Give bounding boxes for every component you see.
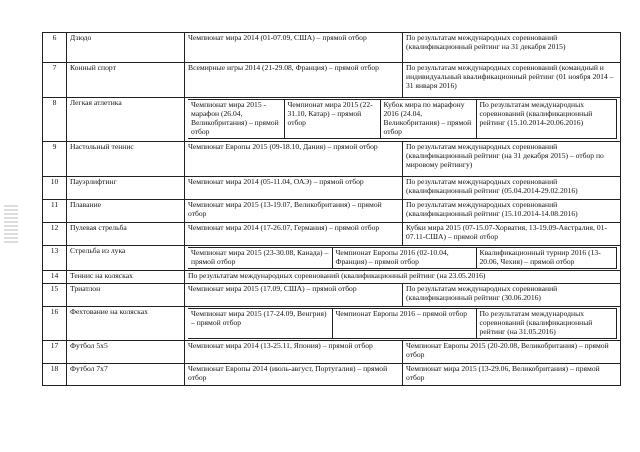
selection-cell: По результатам международных соревнований (квалификационный рейтинг на 31 декабря 2015) [403,33,621,63]
selection-cell: Чемпионат Европы 2016 (02-10.04, Франция) – прямой отбор [332,248,476,269]
selection-cell: Чемпионат Европы 2015 (20-20.08, Великобритания) – прямой отбор [403,340,621,363]
row-number: 8 [43,98,67,142]
table-row [43,306,621,340]
row-number: 12 [43,223,67,246]
table-row [43,223,621,246]
selection-cell: Кубки мира 2015 (07-15.07-Хорватия, 13-19.09-Австралия, 01-07.11-США) – прямой отбор [403,223,621,246]
sport-name: Триатлон [67,283,185,306]
sport-name: Стрельба из лука [67,246,185,271]
selection-cell: Чемпионат мира 2014 (05-11.04, ОАЭ) – прямой отбор [185,177,403,200]
sport-name: Пауэрлифтинг [67,177,185,200]
row-number: 10 [43,177,67,200]
row-number: 15 [43,283,67,306]
selection-cell: Чемпионат мира 2015 (23-30.08, Канада) – прямой отбор [188,248,332,269]
row-number: 18 [43,363,67,385]
row-number: 9 [43,142,67,177]
row-number: 14 [43,270,67,283]
sport-name: Легкая атлетика [67,98,185,142]
table-row [43,33,621,63]
row-number: 6 [43,33,67,63]
sport-name: Теннис на колясках [67,270,185,283]
split-cell [185,98,621,142]
row-number: 16 [43,306,67,340]
selection-cell: По результатам международных соревнований (квалификационный рейтинг (05.04.2014-29.02.2016) [403,177,621,200]
split-cell [185,246,621,271]
sport-name: Настольный теннис [67,142,185,177]
table-row [43,283,621,306]
sport-name: Дзюдо [67,33,185,63]
selection-cell: Чемпионат мира 2015 - марафон (26.04, Великобритания) – прямой отбор [188,100,284,139]
selection-cell: По результатам международных соревнований (квалификационный рейтинг (на 31.05.2016) [476,308,617,338]
sport-name: Конный спорт [67,63,185,98]
selection-cell: Кубок мира по марафону 2016 (24.04, Великобритания) – прямой отбор [380,100,476,139]
row-number: 7 [43,63,67,98]
split-subtable [188,99,617,139]
selection-cell: Чемпионат Европы 2015 (09-18.10, Дания) – прямой отбор [185,142,403,177]
selection-cell: По результатам международных соревнований (квалификационный рейтинг (15.10.2014-20.06.2016) [476,100,617,139]
selection-cell: По результатам международных соревнований (квалификационный рейтинг (на 31 декабря 2015) – отбор по мировому рейтингу) [403,142,621,177]
row-number: 13 [43,246,67,271]
selection-cell: По результатам международных соревнований (квалификационный рейтинг (15.10.2014-14.08.2016) [403,200,621,223]
sport-name: Плавание [67,200,185,223]
selection-cell: Чемпионат мира 2014 (17-26.07, Германия) – прямой отбор [185,223,403,246]
sport-name: Пулевая стрельба [67,223,185,246]
sport-name: Футбол 7x7 [67,363,185,385]
split-subtable [188,247,617,269]
table-row [43,200,621,223]
selection-cell: Чемпионат мира 2015 (22-31.10, Катар) – прямой отбор [284,100,380,139]
table-row [43,142,621,177]
table-row [43,340,621,363]
selection-cell: Чемпионат мира 2015 (17.09, США) – прямой отбор [185,283,403,306]
table-row [43,98,621,142]
table-row [43,246,621,271]
table-row [43,63,621,98]
selection-cell: Чемпионат мира 2015 (13-19.07, Великобритания) – прямой отбор [185,200,403,223]
table-row [43,177,621,200]
scan-artifact [4,205,18,245]
selection-cell: Чемпионат мира 2015 (17-24.09, Венгрия) – прямой отбор [188,308,332,338]
selection-cell: Чемпионат Европы 2016 – прямой отбор [332,308,476,338]
selection-cell: По результатам международных соревнований (квалификационный рейтинг (30.06.2016) [403,283,621,306]
selection-cell: Чемпионат мира 2015 (13-29.06, Великобритания) – прямой отбор [403,363,621,385]
selection-cell: По результатам международных соревнований (командный и индивидуальный квалификационный рейтинг (01 ноября 2014 – 31 января 2016) [403,63,621,98]
split-subtable [188,308,617,339]
qualification-table [42,32,621,386]
sport-name: Футбол 5x5 [67,340,185,363]
sport-name: Фехтование на колясках [67,306,185,340]
selection-cell: Чемпионат мира 2014 (13-25.11, Япония) – прямой отбор [185,340,403,363]
selection-cell: По результатам международных соревнований (квалификационный рейтинг (на 23.05.2016) [185,270,621,283]
table-row [43,270,621,283]
selection-cell: Квалификационный турнир 2016 (13-20.06, Чехия) – прямой отбор [476,248,617,269]
row-number: 11 [43,200,67,223]
selection-cell: Всемирные игры 2014 (21-29.08, Франция) – прямой отбор [185,63,403,98]
selection-cell: Чемпионат мира 2014 (01-07.09, США) – прямой отбор [185,33,403,63]
table-row [43,363,621,385]
split-cell [185,306,621,340]
selection-cell: Чемпионат Европы 2014 (июль-август, Португалия) – прямой отбор [185,363,403,385]
row-number: 17 [43,340,67,363]
